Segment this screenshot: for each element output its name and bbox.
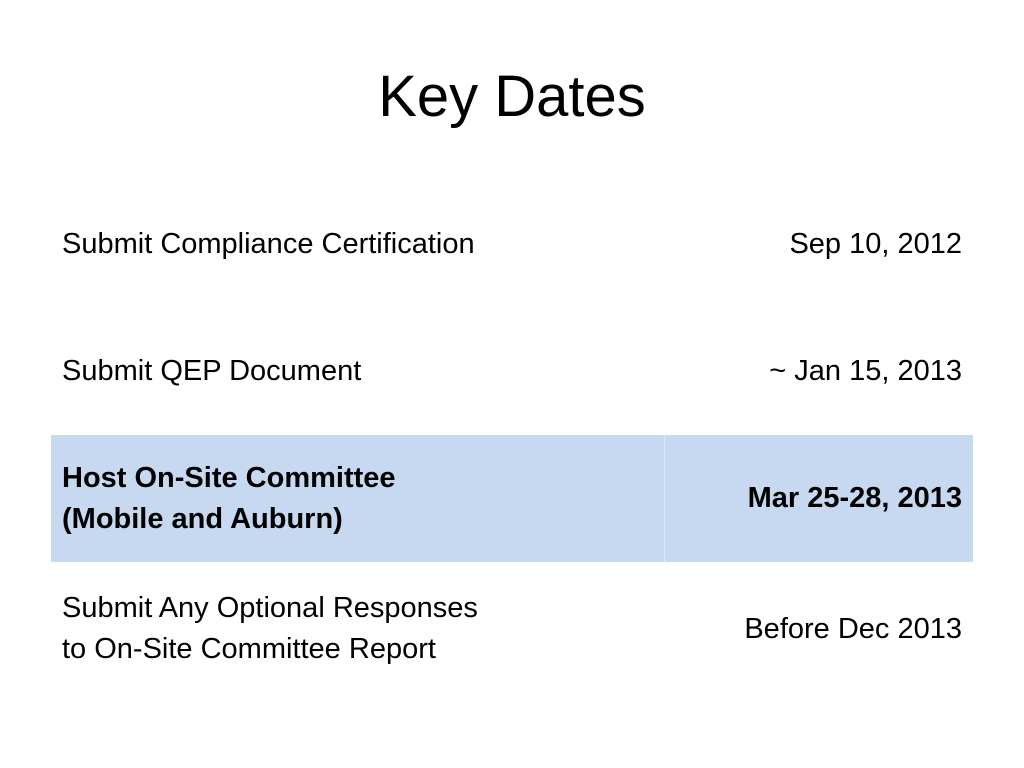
- table-row: [51, 308, 973, 435]
- task-cell: Submit Compliance Certification: [62, 227, 475, 260]
- date-cell: Sep 10, 2012: [789, 227, 962, 260]
- table-row: [51, 562, 973, 696]
- task-cell: Submit QEP Document: [62, 355, 362, 387]
- table-row: [51, 180, 973, 308]
- slide-title: Key Dates: [378, 64, 646, 129]
- task-cell: Host On-Site Committee (Mobile and Auburn): [51, 435, 665, 562]
- highlighted-table-row: [51, 435, 973, 562]
- date-cell: Mar 25-28, 2013: [747, 482, 962, 514]
- date-cell: Before Dec 2013: [744, 612, 962, 645]
- date-cell: ~ Jan 15, 2013: [769, 355, 962, 387]
- task-cell: Submit Any Optional Responses to On-Site Committee Report: [62, 592, 478, 665]
